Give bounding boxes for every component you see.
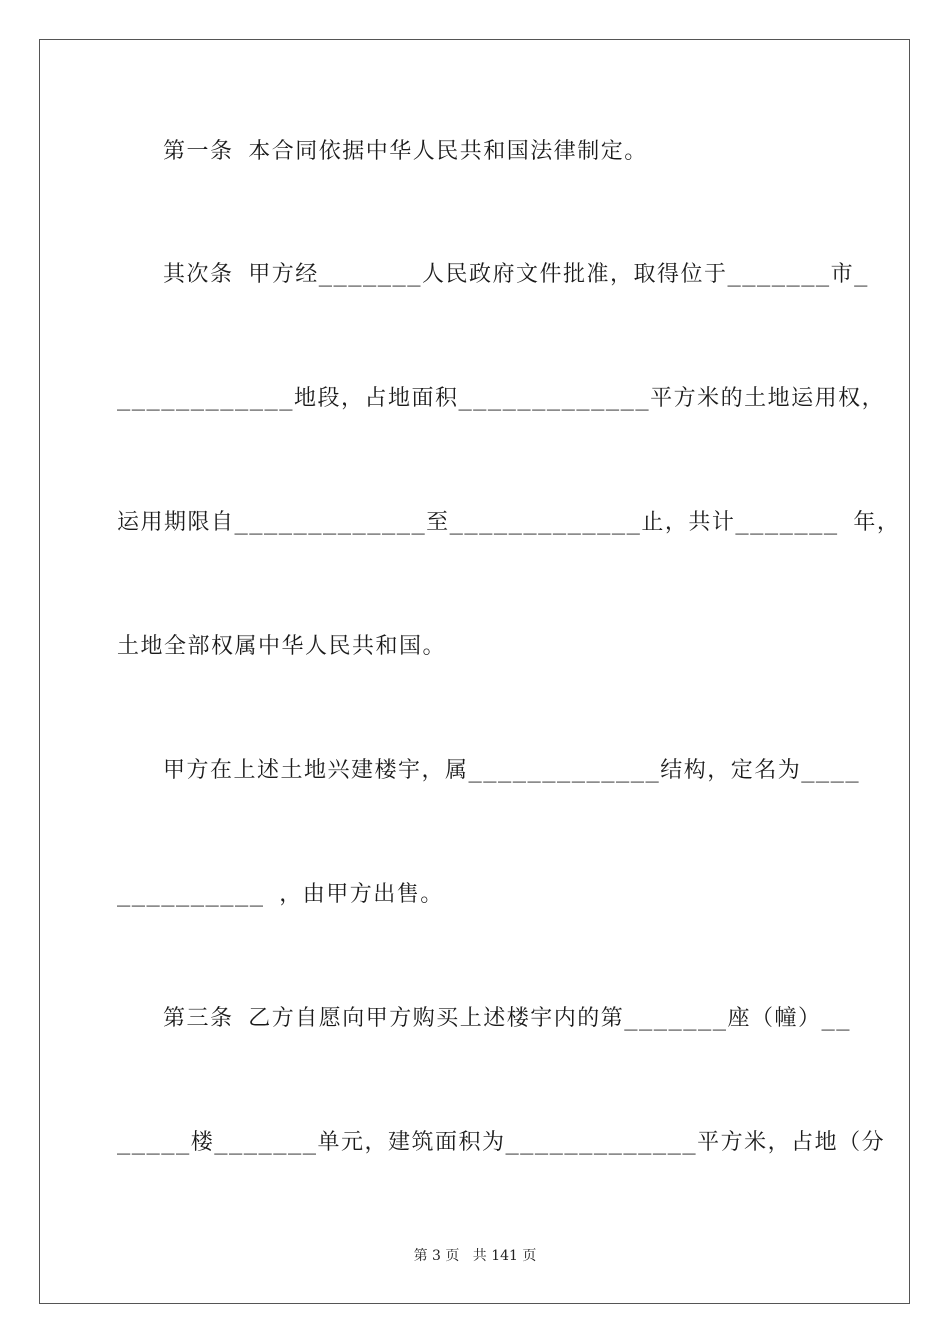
- page-number-footer: 第 3 页 共 141 页: [413, 1248, 537, 1264]
- text-line-1: 第一条 本合同依据中华人民共和国法律制定。: [163, 139, 648, 164]
- text-line-7: __________ ，由甲方出售。: [117, 882, 444, 907]
- text-line-2: 其次条 甲方经_______人民政府文件批准，取得位于_______市_: [163, 262, 869, 287]
- text-line-3: ____________地段，占地面积_____________平方米的土地运用权，: [117, 386, 886, 411]
- text-line-4: 运用期限自_____________至_____________止，共计_______ 年，: [117, 510, 901, 535]
- text-line-8: 第三条 乙方自愿向甲方购买上述楼宇内的第_______座（幢）__: [163, 1006, 851, 1031]
- text-line-5: 土地全部权属中华人民共和国。: [117, 634, 447, 659]
- text-line-9: _____楼_______单元，建筑面积为_____________平方米，占地（分: [117, 1130, 886, 1155]
- text-line-6: 甲方在上述土地兴建楼宇，属_____________结构，定名为____: [163, 758, 861, 783]
- page-frame: [39, 39, 910, 1304]
